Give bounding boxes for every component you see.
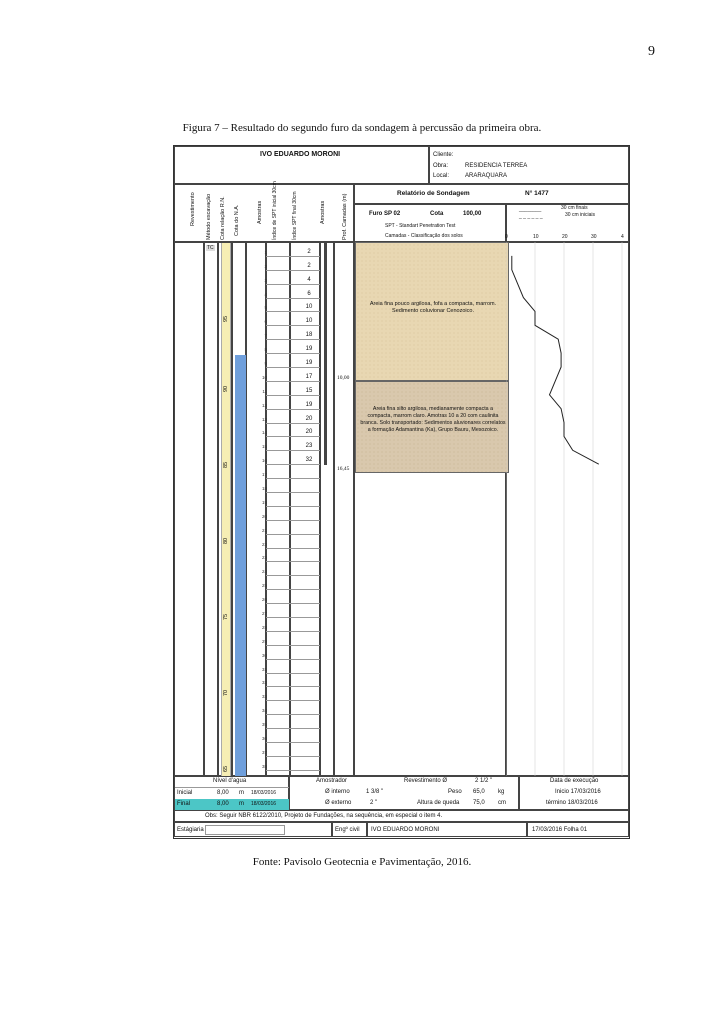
depth-gridline (266, 728, 320, 729)
depth-gridline (266, 673, 320, 674)
altura-label: Altura de queda (417, 800, 460, 806)
figure-source: Fonte: Pavisolo Geotecnia e Pavimentação, 2016. (252, 856, 472, 868)
depth-gridline (266, 284, 320, 285)
depth-number: 16 (261, 458, 267, 464)
col-header-cota-na: Cota do N.A. (234, 204, 240, 236)
spt-value: 15 (305, 387, 313, 394)
depth-gridline (266, 700, 320, 701)
depth-gridline (266, 589, 320, 590)
graph-legend-block (506, 204, 629, 242)
depth-number: 37 (261, 749, 267, 755)
nivel-agua-label: Nível d'agua (213, 778, 247, 784)
depth-gridline (266, 256, 320, 257)
depth-number: 15 (261, 444, 267, 450)
depth-gridline (266, 492, 320, 493)
spt-value: 17 (305, 373, 313, 380)
figure-caption: Figura 7 – Resultado do segundo furo da sondagem à percussão da primeira obra. (182, 122, 542, 134)
spt-description: SPT - Standart Penetration Test (385, 223, 456, 229)
graph-tick-40: 4 (621, 234, 624, 240)
inicial-label: Inicial (177, 790, 193, 796)
depth-gridline (266, 534, 320, 535)
depth-number: 12 (261, 402, 267, 408)
elevation-65: 65 (223, 765, 229, 772)
depth-gridline (266, 270, 320, 271)
estagiaria-label: Estágiaria (177, 827, 204, 833)
final-unit: m (239, 801, 244, 807)
graph-tick-30: 30 (591, 234, 597, 240)
elevation-85: 85 (223, 461, 229, 468)
depth-number: 17 (261, 472, 267, 478)
soil-layer-2 (355, 381, 509, 473)
estagiaria-signature-box (205, 825, 285, 835)
client-label: Cliente: (433, 152, 454, 158)
final-date: 18/03/2016 (251, 801, 277, 807)
final-value: 8,00 (217, 801, 229, 807)
depth-number: 21 (261, 527, 267, 533)
elevation-80: 80 (223, 537, 229, 544)
depth-number: 24 (261, 569, 267, 575)
col-header-cota-rn: Cota relação R.N. (220, 196, 226, 240)
depth-gridline (266, 450, 320, 451)
spt-curve (512, 256, 599, 464)
depth-gridline (266, 395, 320, 396)
depth-number: 35 (261, 722, 267, 728)
method-label: TC (207, 245, 214, 251)
depth-gridline (266, 409, 320, 410)
depth-number: 34 (261, 708, 267, 714)
local-value: ARARAQUARA (465, 173, 508, 179)
depth-number: 1 (264, 249, 267, 255)
camadas-description: Camadas - Classificação dos solos (385, 233, 463, 239)
report-title: Relatório de Sondagem (397, 190, 470, 197)
column-header-row (174, 184, 354, 242)
revestimento-label: Revestimento Ø (404, 778, 448, 784)
spt-value: 2 (307, 248, 311, 255)
spt-value: 20 (305, 429, 313, 436)
col-header-prof-camadas: Prof. Camadas (m) (342, 193, 348, 240)
depth-number: 11 (262, 388, 267, 394)
peso-unit: kg (498, 789, 505, 795)
final-row (175, 799, 290, 810)
page-number: 9 (648, 44, 655, 59)
nivel-agua-block (174, 776, 289, 810)
depth-gridline (266, 520, 320, 521)
depth-number: 23 (261, 555, 267, 561)
depth-number: 27 (261, 610, 267, 616)
spt-value: 20 (305, 415, 313, 422)
depth-gridline (266, 464, 320, 465)
amostrador-label: Amostrador (316, 778, 348, 784)
local-label: Local: (433, 173, 450, 179)
final-label: Final (177, 801, 191, 807)
depth-gridline (266, 506, 320, 507)
graph-tick-10: 10 (533, 234, 539, 240)
amostrador-block (289, 776, 519, 810)
depth-gridline (266, 325, 320, 326)
depth-gridline (266, 575, 320, 576)
observation-row (174, 810, 629, 822)
report-number: N° 1477 (525, 190, 549, 197)
depth-number: 33 (261, 694, 267, 700)
eng-name: IVO EDUARDO MORONI (371, 827, 440, 833)
depth-gridline (266, 714, 320, 715)
depth-gridline (266, 381, 320, 382)
inicial-unit: m (239, 790, 244, 796)
legend-initial-line: _ _ _ _ _ _ (519, 214, 543, 220)
depth-number: 8 (264, 347, 267, 353)
col-header-amostras: Amostras (257, 200, 263, 224)
peso-value: 65,0 (473, 789, 485, 795)
obra-value: RESIDENCIA TERREA (465, 163, 528, 169)
company-header (174, 146, 429, 184)
inicial-date: 18/03/2016 (251, 790, 277, 796)
elevation-70: 70 (223, 689, 229, 696)
depth-gridline (266, 617, 320, 618)
depth-gridline (266, 548, 320, 549)
spt-value: 19 (305, 401, 313, 408)
externo-label: Ø externo (325, 800, 352, 806)
furo-label: Furo SP 02 (369, 211, 401, 217)
soil-layer-1-description: Areia fina pouco argilosa, fofa a compacta, marrom. Sedimento coluvionar Cenozoico. (369, 301, 497, 314)
spt-value: 32 (305, 457, 313, 464)
depth-gridline (266, 311, 320, 312)
depth-number: 14 (261, 430, 267, 436)
eng-civil-cell (332, 822, 367, 837)
depth-number: 26 (261, 597, 267, 603)
data-execucao-label: Data de execução (550, 778, 599, 784)
observation-text: Obs: Seguir NBR 6122/2010, Projeto de Fundações, na sequência, em especial o item 4. (205, 813, 443, 819)
legend-final-line: ________ (519, 207, 542, 213)
interno-label: Ø interno (325, 789, 350, 795)
spt-value: 6 (307, 290, 311, 297)
spt-value: 10 (305, 318, 313, 325)
depth-number: 9 (264, 360, 267, 366)
spt-value: 23 (305, 443, 313, 450)
elevation-75: 75 (223, 613, 229, 620)
soil-layer-2-description: Areia fina silto argilosa, medianamente compacta a compacta, marrom claro. Amotras 10 a 20 com caulinita branca. Solo transportado: Sedimentos aluvionares correlatos a formação Adamantina (Ka), Grupo Bauru, Mesozoico. (360, 406, 506, 433)
col-header-metodo: Método escavação (206, 193, 212, 240)
depth-gridline (266, 756, 320, 757)
depth-gridline (266, 603, 320, 604)
depth-number: 13 (261, 416, 267, 422)
depth-number: 30 (261, 652, 267, 658)
eng-name-cell (367, 822, 527, 837)
depth-number: 18 (261, 485, 267, 491)
depth-gridline (266, 367, 320, 368)
legend-initial-label: 30 cm iniciais (565, 212, 596, 218)
depth-gridline (266, 686, 320, 687)
obra-label: Obra: (433, 163, 449, 169)
altura-value: 75,0 (473, 800, 485, 806)
depth-number: 19 (261, 499, 267, 505)
spt-value: 10 (305, 304, 313, 311)
depth-number: 5 (264, 305, 267, 311)
legend-final-label: 30 cm finais (561, 205, 588, 211)
depth-gridline (266, 631, 320, 632)
data-execucao-block (519, 776, 629, 810)
depth-number: 25 (261, 583, 267, 589)
soil-layer-1 (355, 242, 509, 381)
depth-gridline (266, 423, 320, 424)
estagiaria-cell (174, 822, 332, 837)
report-title-row (354, 184, 629, 204)
col-header-spt-final: Índice SPT final 30cm (292, 191, 298, 240)
furo-block (354, 204, 506, 242)
cota-label: Cota (430, 211, 444, 217)
depth-number: 4 (264, 291, 267, 297)
spt-value: 4 (307, 276, 311, 283)
depth-number: 6 (264, 319, 267, 325)
depth-number: 36 (261, 735, 267, 741)
inicio-date: Inicio 17/03/2016 (555, 789, 601, 795)
depth-number: 10 (261, 374, 267, 380)
sounding-report (173, 145, 630, 839)
depth-number: 3 (264, 277, 267, 283)
depth-gridline (266, 436, 320, 437)
revestimento-value: 2 1/2 " (475, 778, 493, 784)
depth-number: 29 (261, 638, 267, 644)
depth-gridline (266, 770, 320, 771)
client-block (429, 146, 629, 184)
depth-number: 31 (261, 666, 267, 672)
depth-gridline (266, 645, 320, 646)
inicial-value: 8,00 (217, 790, 229, 796)
col-header-amostras-2: Amostras (320, 200, 326, 224)
cota-value: 100,00 (463, 211, 482, 217)
elevation-90: 90 (223, 385, 229, 392)
depth-number: 20 (261, 513, 267, 519)
depth-number: 32 (261, 680, 267, 686)
depth-gridline (266, 339, 320, 340)
col-header-revestimento: Revestimento (190, 192, 196, 226)
graph-tick-0: 0 (505, 234, 508, 240)
inicial-row (175, 787, 290, 798)
depth-gridline (266, 298, 320, 299)
altura-unit: cm (498, 800, 506, 806)
depth-gridline (266, 742, 320, 743)
elevation-95: 95 (223, 315, 229, 322)
termino-date: término 18/03/2016 (546, 800, 598, 806)
depth-gridline (266, 478, 320, 479)
company-name: IVO EDUARDO MORONI (260, 151, 341, 158)
layer-depth-1: 10,00 (337, 375, 350, 381)
spt-value: 19 (305, 359, 313, 366)
spt-value: 2 (307, 262, 311, 269)
col-header-spt-inicial: Índice de SPT inicial 30cm (272, 181, 278, 240)
spt-value: 19 (305, 346, 313, 353)
externo-value: 2 " (370, 800, 378, 806)
eng-civil-label: Engº civil (335, 827, 360, 833)
interno-value: 1 3/8 " (366, 789, 384, 795)
spt-graph (506, 242, 629, 776)
depth-rows (174, 242, 354, 776)
layer-depth-2: 16,45 (337, 466, 350, 472)
folha-cell (527, 822, 629, 837)
depth-number: 2 (264, 263, 267, 269)
spt-value: 18 (305, 332, 313, 339)
depth-gridline (266, 561, 320, 562)
graph-tick-20: 20 (562, 234, 568, 240)
depth-gridline (266, 659, 320, 660)
depth-number: 22 (261, 541, 267, 547)
depth-number: 7 (264, 333, 267, 339)
depth-number: 28 (261, 624, 267, 630)
depth-gridline (266, 353, 320, 354)
folha-text: 17/03/2016 Folha 01 (532, 827, 588, 833)
depth-number: 38 (261, 763, 267, 769)
peso-label: Peso (448, 789, 462, 795)
